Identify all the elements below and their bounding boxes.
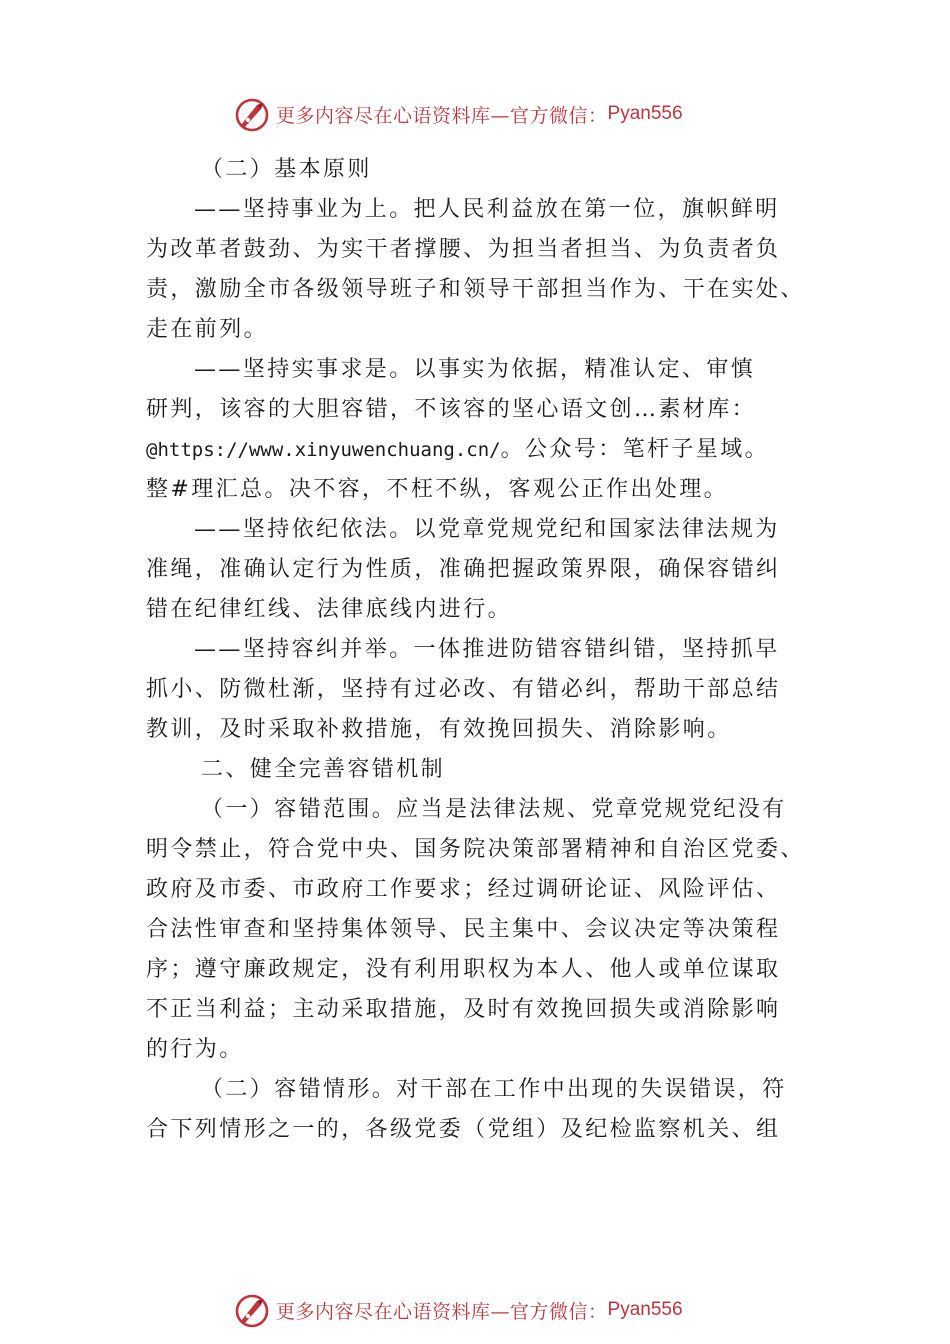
text-line: 责，激励全市各级领导班子和领导干部担当作为、干在实处、 bbox=[146, 277, 805, 302]
text-line: （二）容错情形。对干部在工作中出现的失误错误，符 bbox=[201, 1077, 787, 1102]
text-line-url bbox=[146, 430, 811, 470]
text-line: 走在前列。 bbox=[146, 317, 269, 342]
paragraph-tolerance-situations bbox=[146, 1070, 811, 1150]
watermark-handle: Pyan556 bbox=[607, 1299, 683, 1320]
text-line: 教训，及时采取补救措施，有效挽回损失、消除影响。 bbox=[146, 717, 732, 742]
paragraph-career-first bbox=[146, 190, 811, 350]
watermark-handle: Pyan556 bbox=[607, 103, 683, 124]
watermark-text: 更多内容尽在心语资料库—官方微信： bbox=[276, 1300, 608, 1323]
text-line: （一）容错范围。应当是法律法规、党章党规党纪没有 bbox=[201, 797, 787, 822]
text-line: 合下列情形之一的，各级党委（党组）及纪检监察机关、组 bbox=[146, 1117, 781, 1142]
pen-nib-logo-icon bbox=[232, 94, 272, 134]
website-link[interactable]: @https://www.xinyuwenchuang.cn/ bbox=[146, 439, 501, 461]
watermark-text: 更多内容尽在心语资料库—官方微信： bbox=[276, 104, 608, 127]
text-line: 不正当利益；主动采取措施，及时有效挽回损失或消除影响 bbox=[146, 997, 781, 1022]
paragraph-seek-truth bbox=[146, 350, 811, 510]
text-line: 合法性审查和坚持集体领导、民主集中、会议决定等决策程 bbox=[146, 917, 781, 942]
text-line: 准绳，准确认定行为性质，准确把握政策界限，确保容错纠 bbox=[146, 557, 781, 582]
document-body bbox=[146, 150, 811, 1150]
text-fragment: 。公众号：笔杆子星域。 bbox=[500, 437, 770, 462]
watermark-banner-top bbox=[232, 94, 683, 134]
paragraph-tolerance-scope bbox=[146, 790, 811, 1070]
text-line: 的行为。 bbox=[146, 1037, 244, 1062]
text-line: 政府及市委、市政府工作要求；经过调研论证、风险评估、 bbox=[146, 877, 781, 902]
paragraph-tolerance-correction bbox=[146, 630, 811, 750]
text-line: ——坚持依纪依法。以党章党规党纪和国家法律法规为 bbox=[194, 517, 780, 542]
text-line: ——坚持实事求是。以事实为依据，精准认定、审慎 bbox=[194, 357, 756, 382]
text-line: 为改革者鼓劲、为实干者撑腰、为担当者担当、为负责者负 bbox=[146, 237, 781, 262]
text-line: ——坚持容纠并举。一体推进防错容错纠错，坚持抓早 bbox=[194, 637, 780, 662]
text-line: 明令禁止，符合党中央、国务院决策部署精神和自治区党委、 bbox=[146, 837, 805, 862]
text-line: 研判，该容的大胆容错，不该容的坚心语文创…素材库： bbox=[146, 397, 757, 422]
watermark-banner-bottom bbox=[232, 1290, 683, 1330]
text-line: 抓小、防微杜渐，坚持有过必改、有错必纠，帮助干部总结 bbox=[146, 677, 781, 702]
text-line: 整#理汇总。决不容，不枉不纵，客观公正作出处理。 bbox=[146, 477, 729, 502]
text-line: 序；遵守廉政规定，没有利用职权为本人、他人或单位谋取 bbox=[146, 957, 781, 982]
chapter-title: 二、健全完善容错机制 bbox=[201, 757, 446, 782]
text-line: 错在纪律红线、法律底线内进行。 bbox=[146, 597, 513, 622]
text-line: ——坚持事业为上。把人民利益放在第一位，旗帜鲜明 bbox=[194, 197, 780, 222]
paragraph-law-discipline bbox=[146, 510, 811, 630]
section-title: （二）基本原则 bbox=[201, 157, 372, 182]
pen-nib-logo-icon bbox=[232, 1290, 272, 1330]
